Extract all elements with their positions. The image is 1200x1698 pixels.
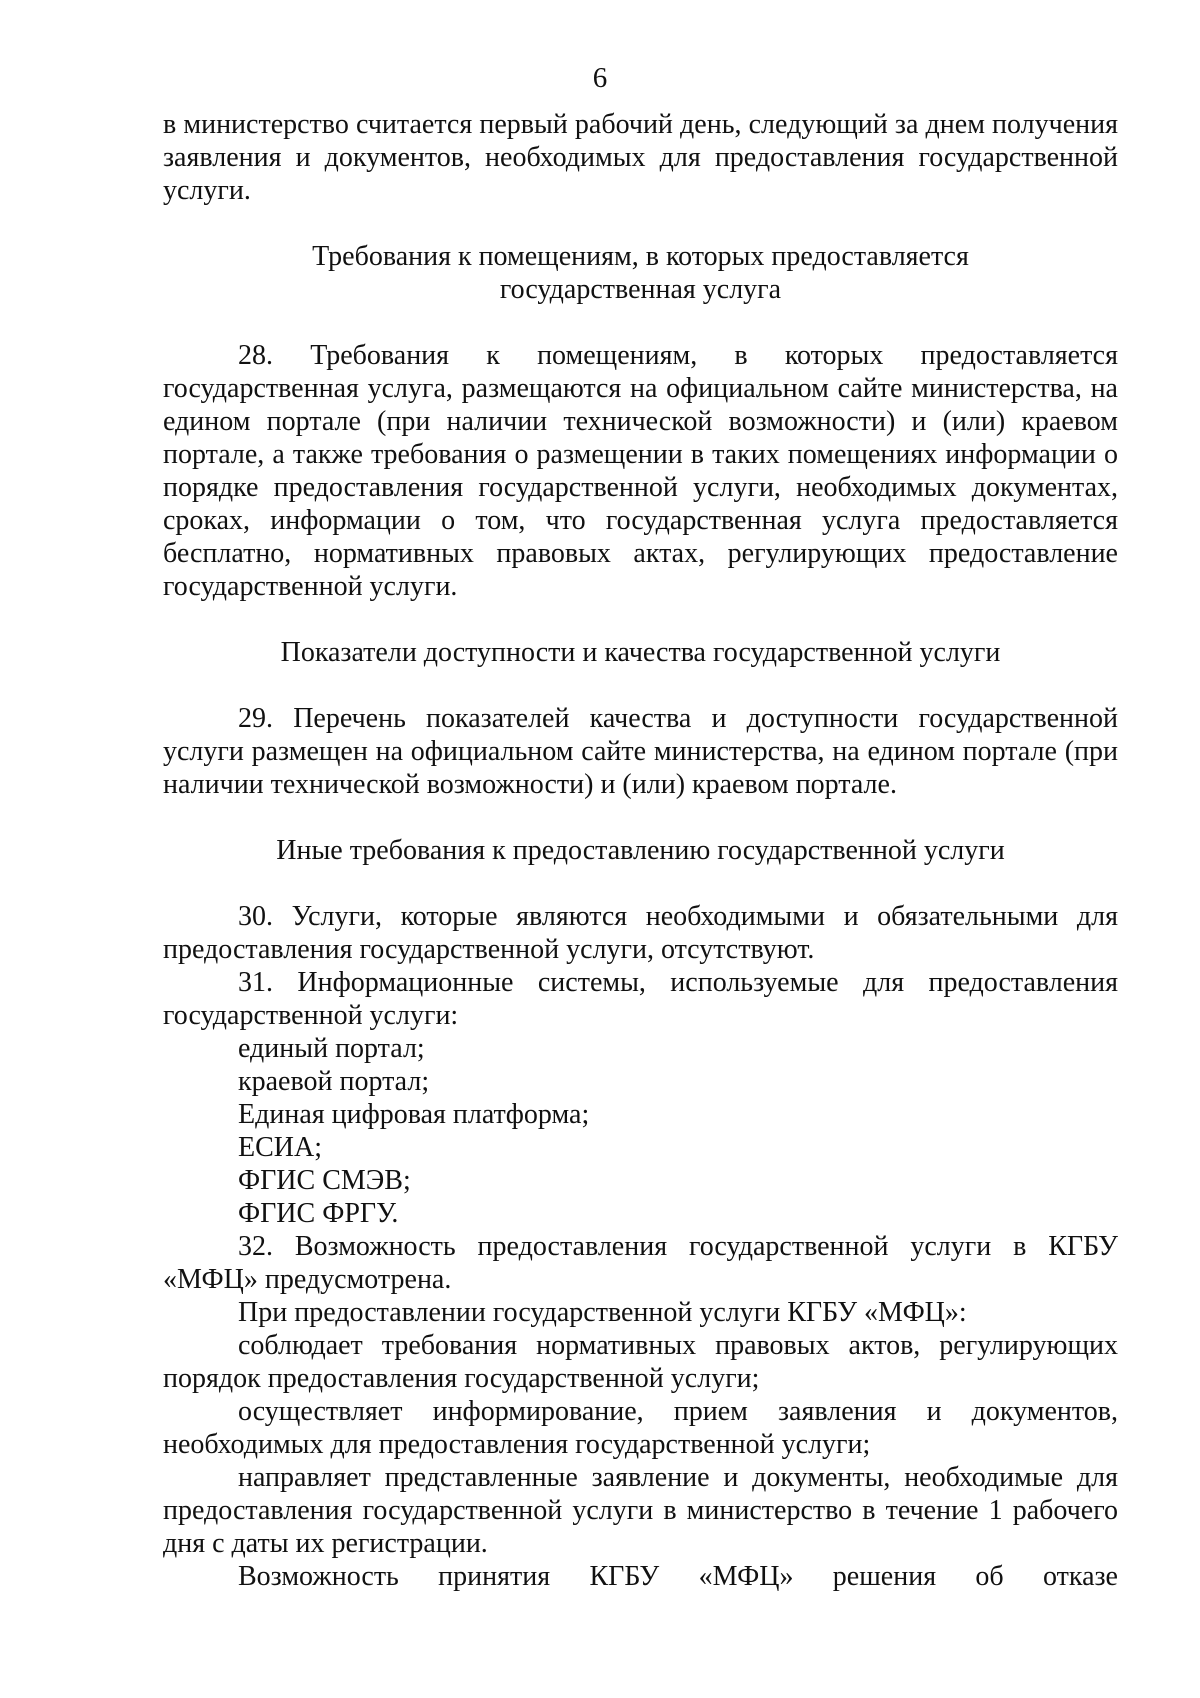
- paragraph-continued-next-page: Возможность принятия КГБУ «МФЦ» решения об отказе: [238, 1561, 1118, 1592]
- paragraph-continuation: в министерство считается первый рабочий день, следующий за днем получения заявления и документов, необходимых для предоставления государственной услуги.: [163, 109, 1118, 206]
- list-item: Единая цифровая платформа;: [238, 1099, 590, 1130]
- heading-line: Требования к помещениям, в которых предоставляется: [312, 241, 969, 272]
- paragraph-32: 32. Возможность предоставления государственной услуги в КГБУ «МФЦ» предусмотрена.: [163, 1231, 1118, 1295]
- paragraph: осуществляет информирование, прием заявления и документов, необходимых для предоставления государственной услуги;: [163, 1396, 1118, 1460]
- page-number: 6: [592, 62, 608, 94]
- section-heading-premises: [163, 240, 1118, 306]
- list-item: ЕСИА;: [238, 1132, 322, 1163]
- list-item: единый портал;: [238, 1033, 425, 1064]
- paragraph: соблюдает требования нормативных правовых актов, регулирующих порядок предоставления государственной услуги;: [163, 1330, 1118, 1394]
- heading-line: государственная услуга: [499, 274, 782, 305]
- document-body: [163, 108, 1118, 1593]
- paragraph-29: 29. Перечень показателей качества и доступности государственной услуги размещен на официальном сайте министерства, на едином портале (при наличии технической возможности) и (или) краевом портале.: [163, 703, 1118, 800]
- paragraph-28: 28. Требования к помещениям, в которых предоставляется государственная услуга, размещаются на официальном сайте министерства, на едином портале (при наличии технической возможности) и (или) краевом портале, а также требования о размещении в таких помещениях информации о порядке предоставления государственной услуги, необходимых документах, сроках, информации о том, что государственная услуга предоставляется бесплатно, нормативных правовых актах, регулирующих предоставление государственной услуги.: [163, 340, 1118, 602]
- paragraph-30: 30. Услуги, которые являются необходимыми и обязательными для предоставления государственной услуги, отсутствуют.: [163, 901, 1118, 965]
- paragraph: При предоставлении государственной услуги КГБУ «МФЦ»:: [238, 1297, 967, 1328]
- paragraph: направляет представленные заявление и документы, необходимые для предоставления государственной услуги в министерство в течение 1 рабочего дня с даты их регистрации.: [163, 1462, 1118, 1559]
- section-heading-other-requirements: Иные требования к предоставлению государственной услуги: [276, 835, 1005, 866]
- list-item: краевой портал;: [238, 1066, 430, 1097]
- paragraph-31: 31. Информационные системы, используемые для предоставления государственной услуги:: [163, 967, 1118, 1031]
- list-item: ФГИС СМЭВ;: [238, 1165, 411, 1196]
- section-heading-accessibility: Показатели доступности и качества государственной услуги: [280, 637, 1001, 668]
- list-item: ФГИС ФРГУ.: [238, 1198, 399, 1229]
